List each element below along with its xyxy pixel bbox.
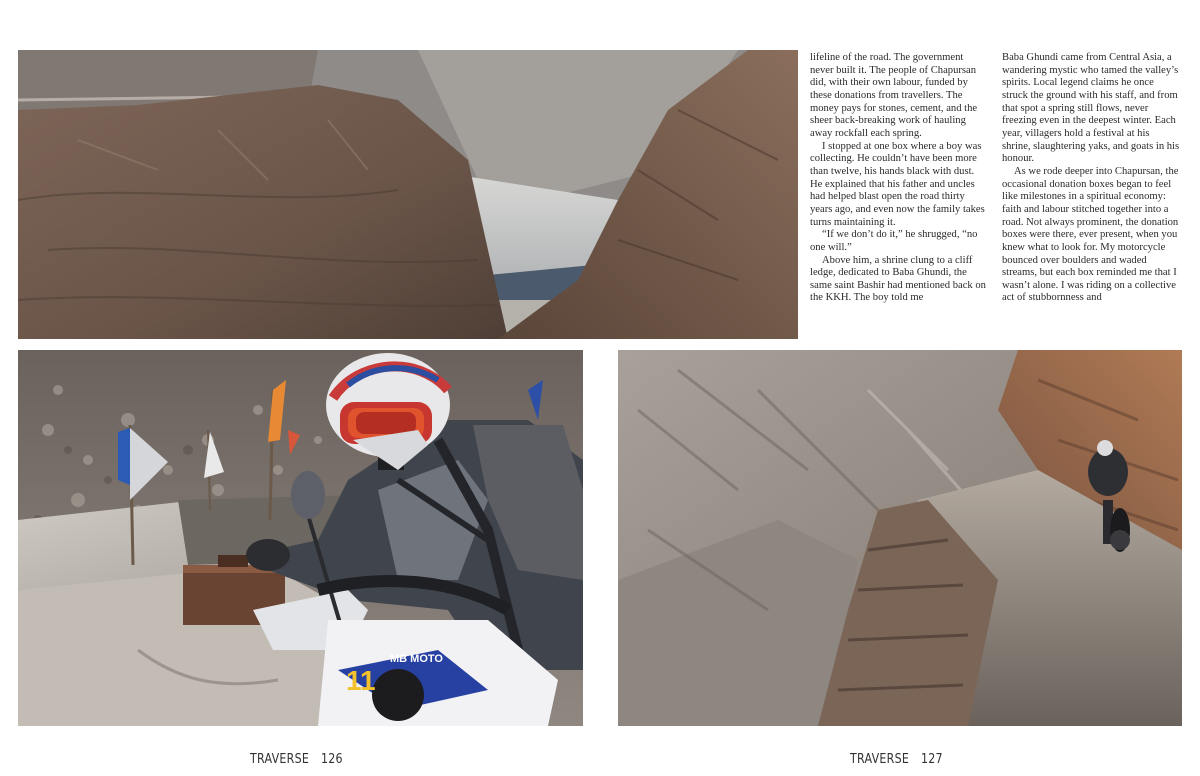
paragraph: Baba Ghundi came from Central Asia, a wandering mystic who tamed the valley’s spirits. Local legend claims he once struck the ground with his staff, and from that spot a spring still flows, never freezing even in the deepest winter. Each year, villagers hold a festival at his shrine, slaughtering yaks, and goats in his honour. (1002, 52, 1180, 165)
article-column-1 (810, 52, 988, 336)
paragraph: As we rode deeper into Chapursan, the occasional donation boxes began to feel like milestones in a spiritual economy: faith and labour stitched together into a road. Not always prominent, the donation boxes were there, ever present, when you knew what to look for. My motorcycle bounced over boulders and waded streams, but each box reminded me that I wasn’t alone. I was riding on a collective act of stubbornness and (1002, 165, 1179, 304)
fairing-brand: MB MOTO (390, 653, 443, 665)
page-number: 127 (920, 752, 943, 767)
fairing-number: 11 (346, 665, 376, 696)
publication-name: TRAVERSE (850, 752, 910, 767)
gorge-photo (18, 50, 798, 339)
rider-donation-box-photo (18, 350, 583, 726)
paragraph: “If we don’t do it,” he shrugged, “no one will.” (810, 229, 978, 253)
folio-left (250, 752, 343, 767)
paragraph: I stopped at one box where a boy was collecting. He couldn’t have been more than twelve, his hands black with dust. He explained that his father and uncles had helped blast open the road thirty years ago, and even now the family takes turns maintaining it. (810, 140, 985, 228)
cliff-track-photo (618, 350, 1182, 726)
folio-right (850, 752, 943, 767)
paragraph: lifeline of the road. The government never built it. The people of Chapursan did, with their own labour, funded by these donations from travellers. The money pays for stones, cement, and the sheer back-breaking work of hauling away rockfall each spring. (810, 52, 978, 139)
paragraph: Above him, a shrine clung to a cliff ledge, dedicated to Baba Ghundi, the same saint Bashir had mentioned back on the KKH. The boy told me (810, 254, 986, 304)
publication-name: TRAVERSE (250, 752, 310, 767)
article-column-2 (1002, 52, 1180, 336)
page-number: 126 (320, 752, 343, 767)
